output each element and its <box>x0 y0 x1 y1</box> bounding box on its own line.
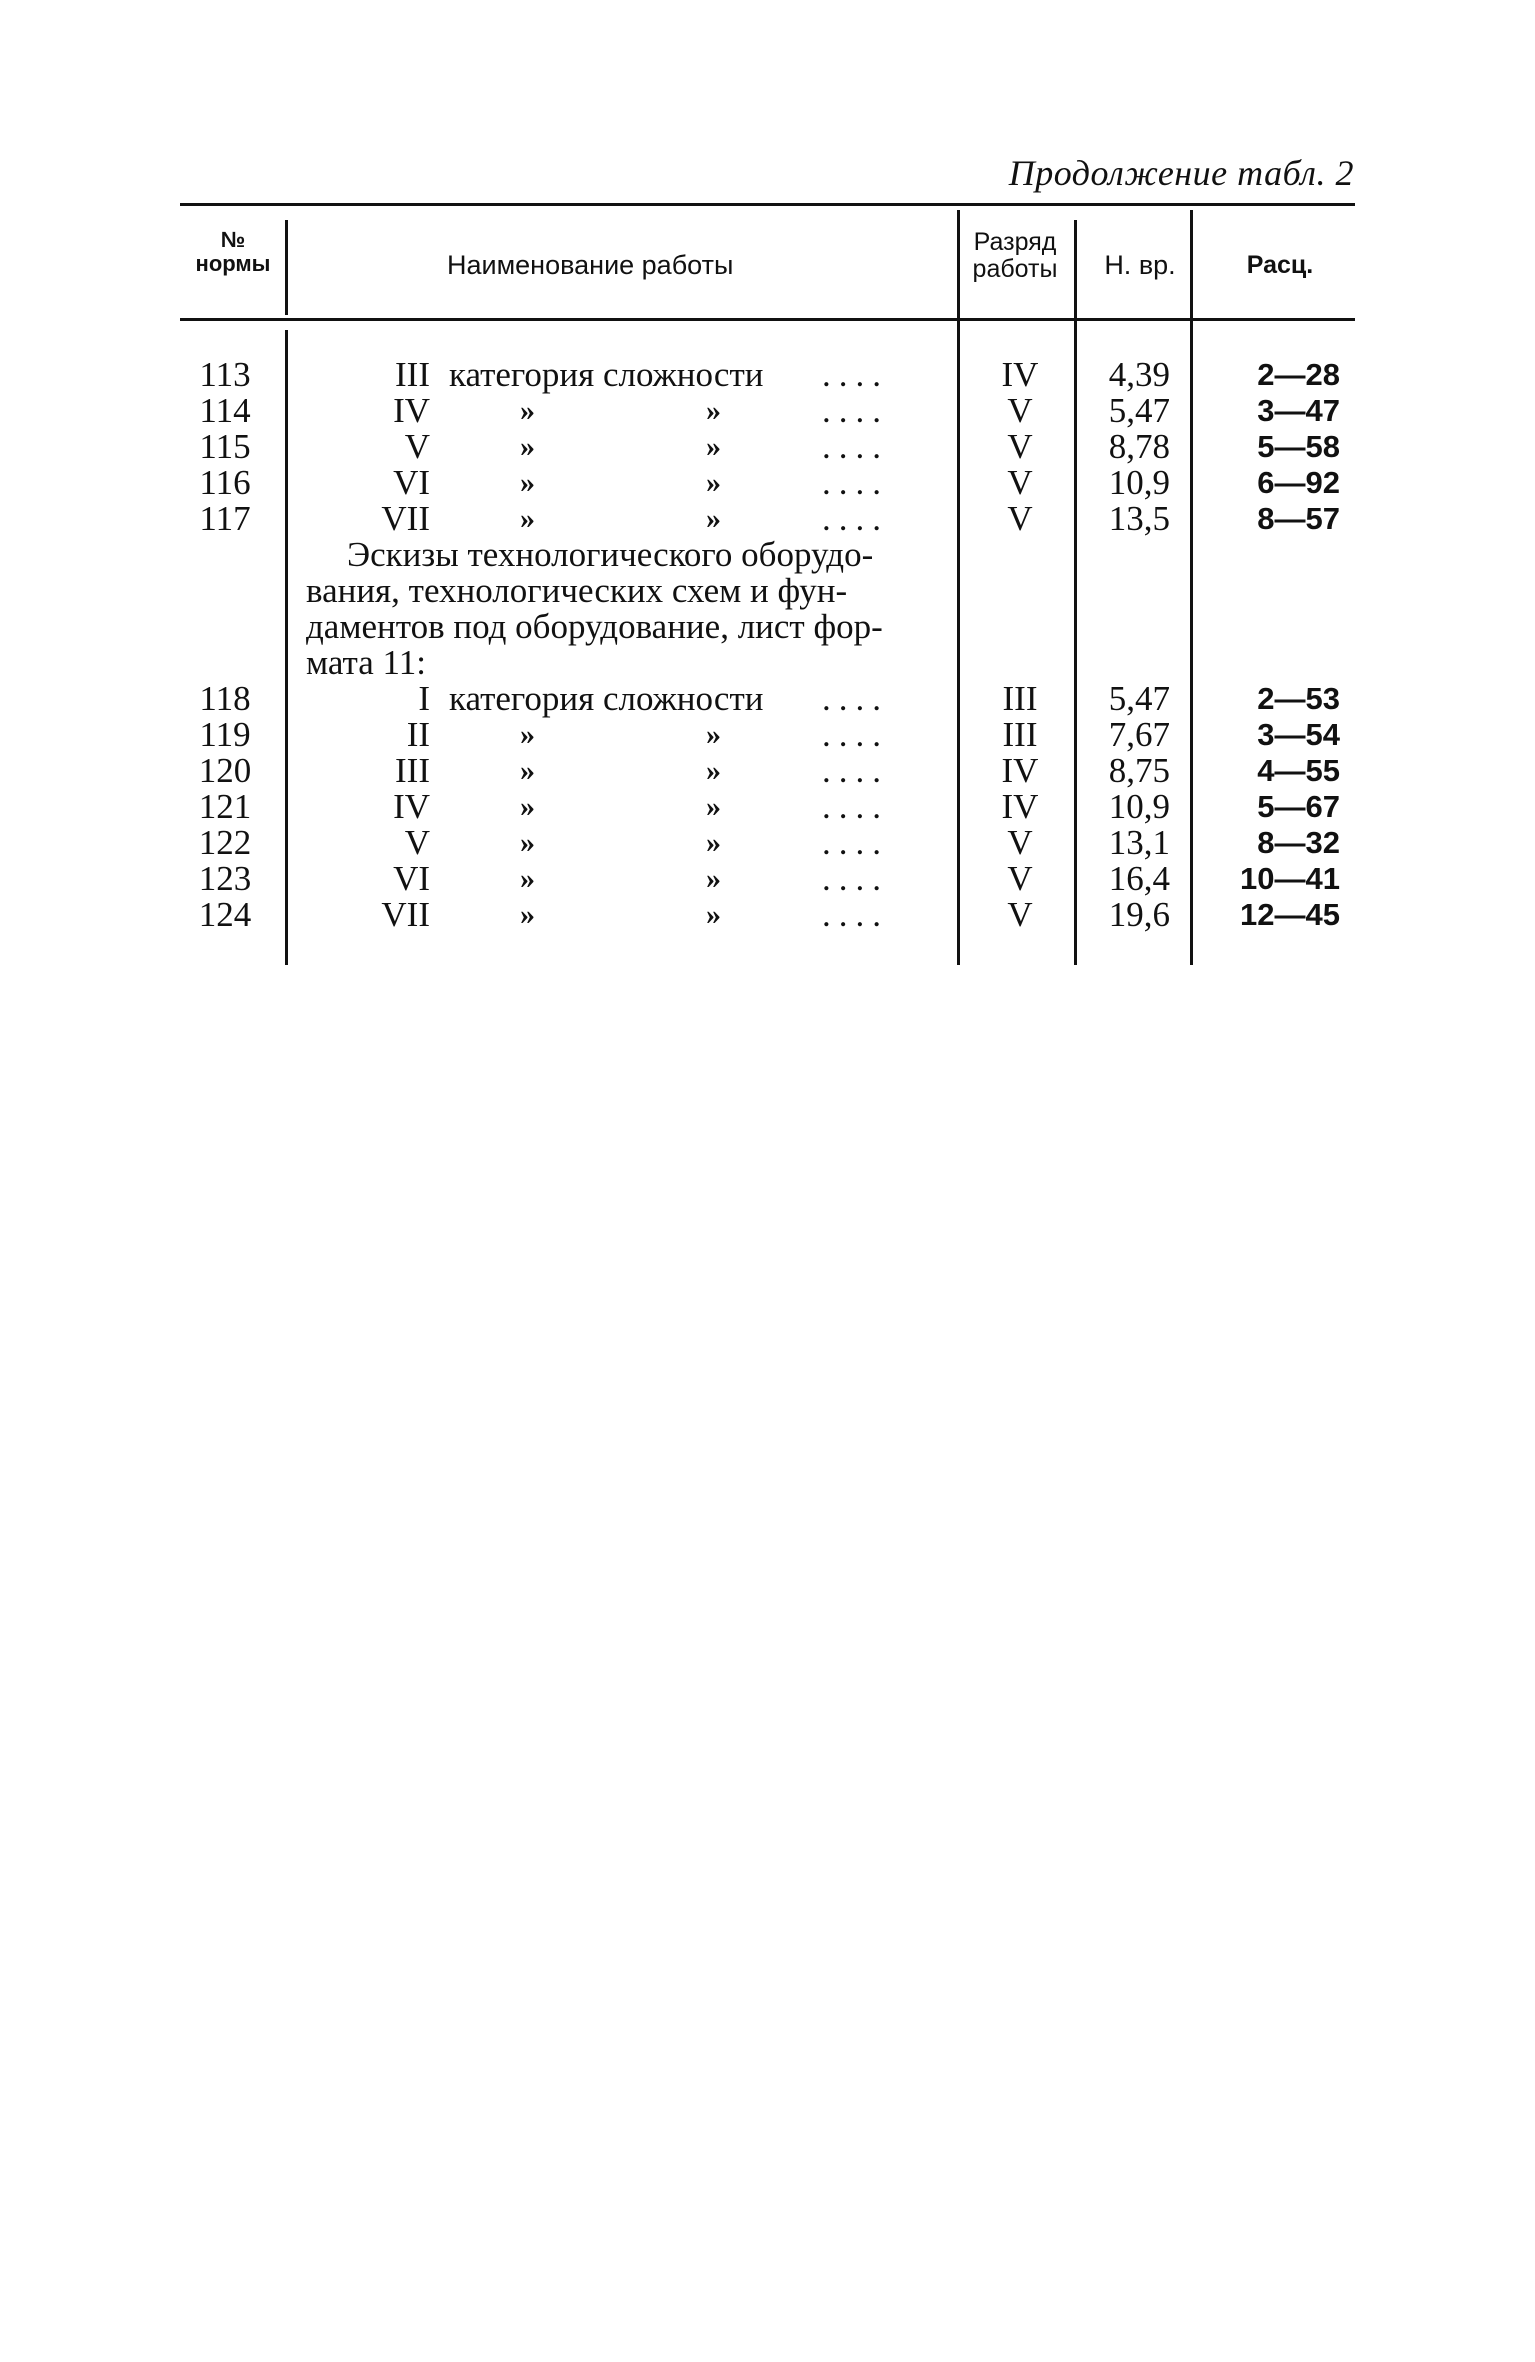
work-grade: V <box>1007 391 1033 430</box>
rate-value: 2—28 <box>1257 357 1340 392</box>
ditto-mark: » <box>520 754 535 787</box>
leader-dots: .... <box>822 823 889 862</box>
work-grade: IV <box>1001 787 1039 826</box>
category-numeral: VI <box>393 859 430 898</box>
norm-number: 124 <box>198 895 252 934</box>
time-norm: 10,9 <box>1108 463 1170 502</box>
category-numeral: II <box>406 715 430 754</box>
norm-number: 119 <box>199 715 251 754</box>
section-line-2: вания, технологических схем и фун- <box>306 571 848 610</box>
header-rule <box>180 318 1355 321</box>
section-line-4: мата 11: <box>306 643 426 682</box>
time-norm: 13,1 <box>1108 823 1170 862</box>
leader-dots: .... <box>822 679 889 718</box>
time-norm: 8,75 <box>1108 751 1170 790</box>
ditto-mark: » <box>520 466 535 499</box>
category-numeral: IV <box>393 787 430 826</box>
col-divider-2 <box>957 210 960 965</box>
ditto-mark: » <box>706 826 721 859</box>
rate-value: 3—47 <box>1257 393 1340 428</box>
category-numeral: III <box>395 355 430 394</box>
header-norm-number <box>183 228 283 276</box>
rate-value: 8—32 <box>1257 825 1340 860</box>
work-grade: IV <box>1001 355 1039 394</box>
category-label: категория сложности <box>449 679 764 718</box>
rate-value: 6—92 <box>1257 465 1340 500</box>
header-num-word: нормы <box>195 251 271 276</box>
ditto-mark: » <box>520 502 535 535</box>
category-numeral: I <box>418 679 430 718</box>
col-divider-1-header <box>285 220 288 315</box>
ditto-mark: » <box>520 790 535 823</box>
norm-number: 118 <box>199 679 251 718</box>
rate-value: 2—53 <box>1257 681 1340 716</box>
header-work-grade <box>965 229 1065 283</box>
col-divider-4 <box>1190 210 1193 965</box>
category-numeral: III <box>395 751 430 790</box>
rate-value: 8—57 <box>1257 501 1340 536</box>
work-grade: V <box>1007 499 1033 538</box>
norm-number: 120 <box>198 751 252 790</box>
time-norm: 10,9 <box>1108 787 1170 826</box>
ditto-mark: » <box>520 394 535 427</box>
header-num-sign: № <box>220 227 246 252</box>
time-norm: 5,47 <box>1108 679 1170 718</box>
time-norm: 19,6 <box>1108 895 1170 934</box>
leader-dots: .... <box>822 715 889 754</box>
work-grade: V <box>1007 427 1033 466</box>
section-line-1: Эскизы технологического оборудо- <box>347 535 874 574</box>
ditto-mark: » <box>520 862 535 895</box>
leader-dots: .... <box>822 751 889 790</box>
category-numeral: V <box>404 427 430 466</box>
col-divider-3 <box>1074 220 1077 965</box>
header-grade-line1: Разряд <box>973 228 1057 256</box>
ditto-mark: » <box>706 394 721 427</box>
rate-value: 5—67 <box>1257 789 1340 824</box>
rate-value: 10—41 <box>1240 861 1340 896</box>
norm-number: 116 <box>199 463 251 502</box>
norm-number: 113 <box>199 355 251 394</box>
top-rule <box>180 203 1355 206</box>
norm-number: 114 <box>199 391 251 430</box>
rate-value: 12—45 <box>1240 897 1340 932</box>
ditto-mark: » <box>706 466 721 499</box>
ditto-mark: » <box>520 430 535 463</box>
work-grade: V <box>1007 859 1033 898</box>
norm-number: 123 <box>198 859 252 898</box>
work-grade: V <box>1007 823 1033 862</box>
time-norm: 5,47 <box>1108 391 1170 430</box>
ditto-mark: » <box>520 718 535 751</box>
leader-dots: .... <box>822 391 889 430</box>
ditto-mark: » <box>706 502 721 535</box>
time-norm: 16,4 <box>1108 859 1170 898</box>
norm-number: 122 <box>198 823 252 862</box>
header-rate: Расц. <box>1246 251 1314 279</box>
leader-dots: .... <box>822 499 889 538</box>
header-grade-line2: работы <box>972 255 1058 283</box>
category-label: категория сложности <box>449 355 764 394</box>
rate-value: 3—54 <box>1257 717 1340 752</box>
col-divider-1 <box>285 330 288 965</box>
category-numeral: VI <box>393 463 430 502</box>
ditto-mark: » <box>706 790 721 823</box>
norm-number: 121 <box>198 787 252 826</box>
category-numeral: VII <box>381 499 430 538</box>
rate-value: 5—58 <box>1257 429 1340 464</box>
leader-dots: .... <box>822 859 889 898</box>
leader-dots: .... <box>822 463 889 502</box>
header-time-norm: Н. вр. <box>1104 250 1176 280</box>
norm-number: 115 <box>199 427 251 466</box>
leader-dots: .... <box>822 427 889 466</box>
time-norm: 8,78 <box>1108 427 1170 466</box>
header-work-name: Наименование работы <box>447 250 734 280</box>
leader-dots: .... <box>822 355 889 394</box>
ditto-mark: » <box>706 862 721 895</box>
leader-dots: .... <box>822 895 889 934</box>
time-norm: 13,5 <box>1108 499 1170 538</box>
leader-dots: .... <box>822 787 889 826</box>
work-grade: III <box>1002 679 1038 718</box>
work-grade: V <box>1007 895 1033 934</box>
ditto-mark: » <box>706 754 721 787</box>
work-grade: III <box>1002 715 1038 754</box>
ditto-mark: » <box>706 718 721 751</box>
ditto-mark: » <box>520 826 535 859</box>
time-norm: 4,39 <box>1108 355 1170 394</box>
ditto-mark: » <box>706 430 721 463</box>
category-numeral: V <box>404 823 430 862</box>
table-caption: Продолжение табл. 2 <box>1008 153 1354 193</box>
category-numeral: IV <box>393 391 430 430</box>
rate-value: 4—55 <box>1257 753 1340 788</box>
work-grade: V <box>1007 463 1033 502</box>
ditto-mark: » <box>706 898 721 931</box>
norm-number: 117 <box>199 499 251 538</box>
category-numeral: VII <box>381 895 430 934</box>
section-line-3: даментов под оборудование, лист фор- <box>306 607 883 646</box>
time-norm: 7,67 <box>1108 715 1170 754</box>
work-grade: IV <box>1001 751 1039 790</box>
ditto-mark: » <box>520 898 535 931</box>
